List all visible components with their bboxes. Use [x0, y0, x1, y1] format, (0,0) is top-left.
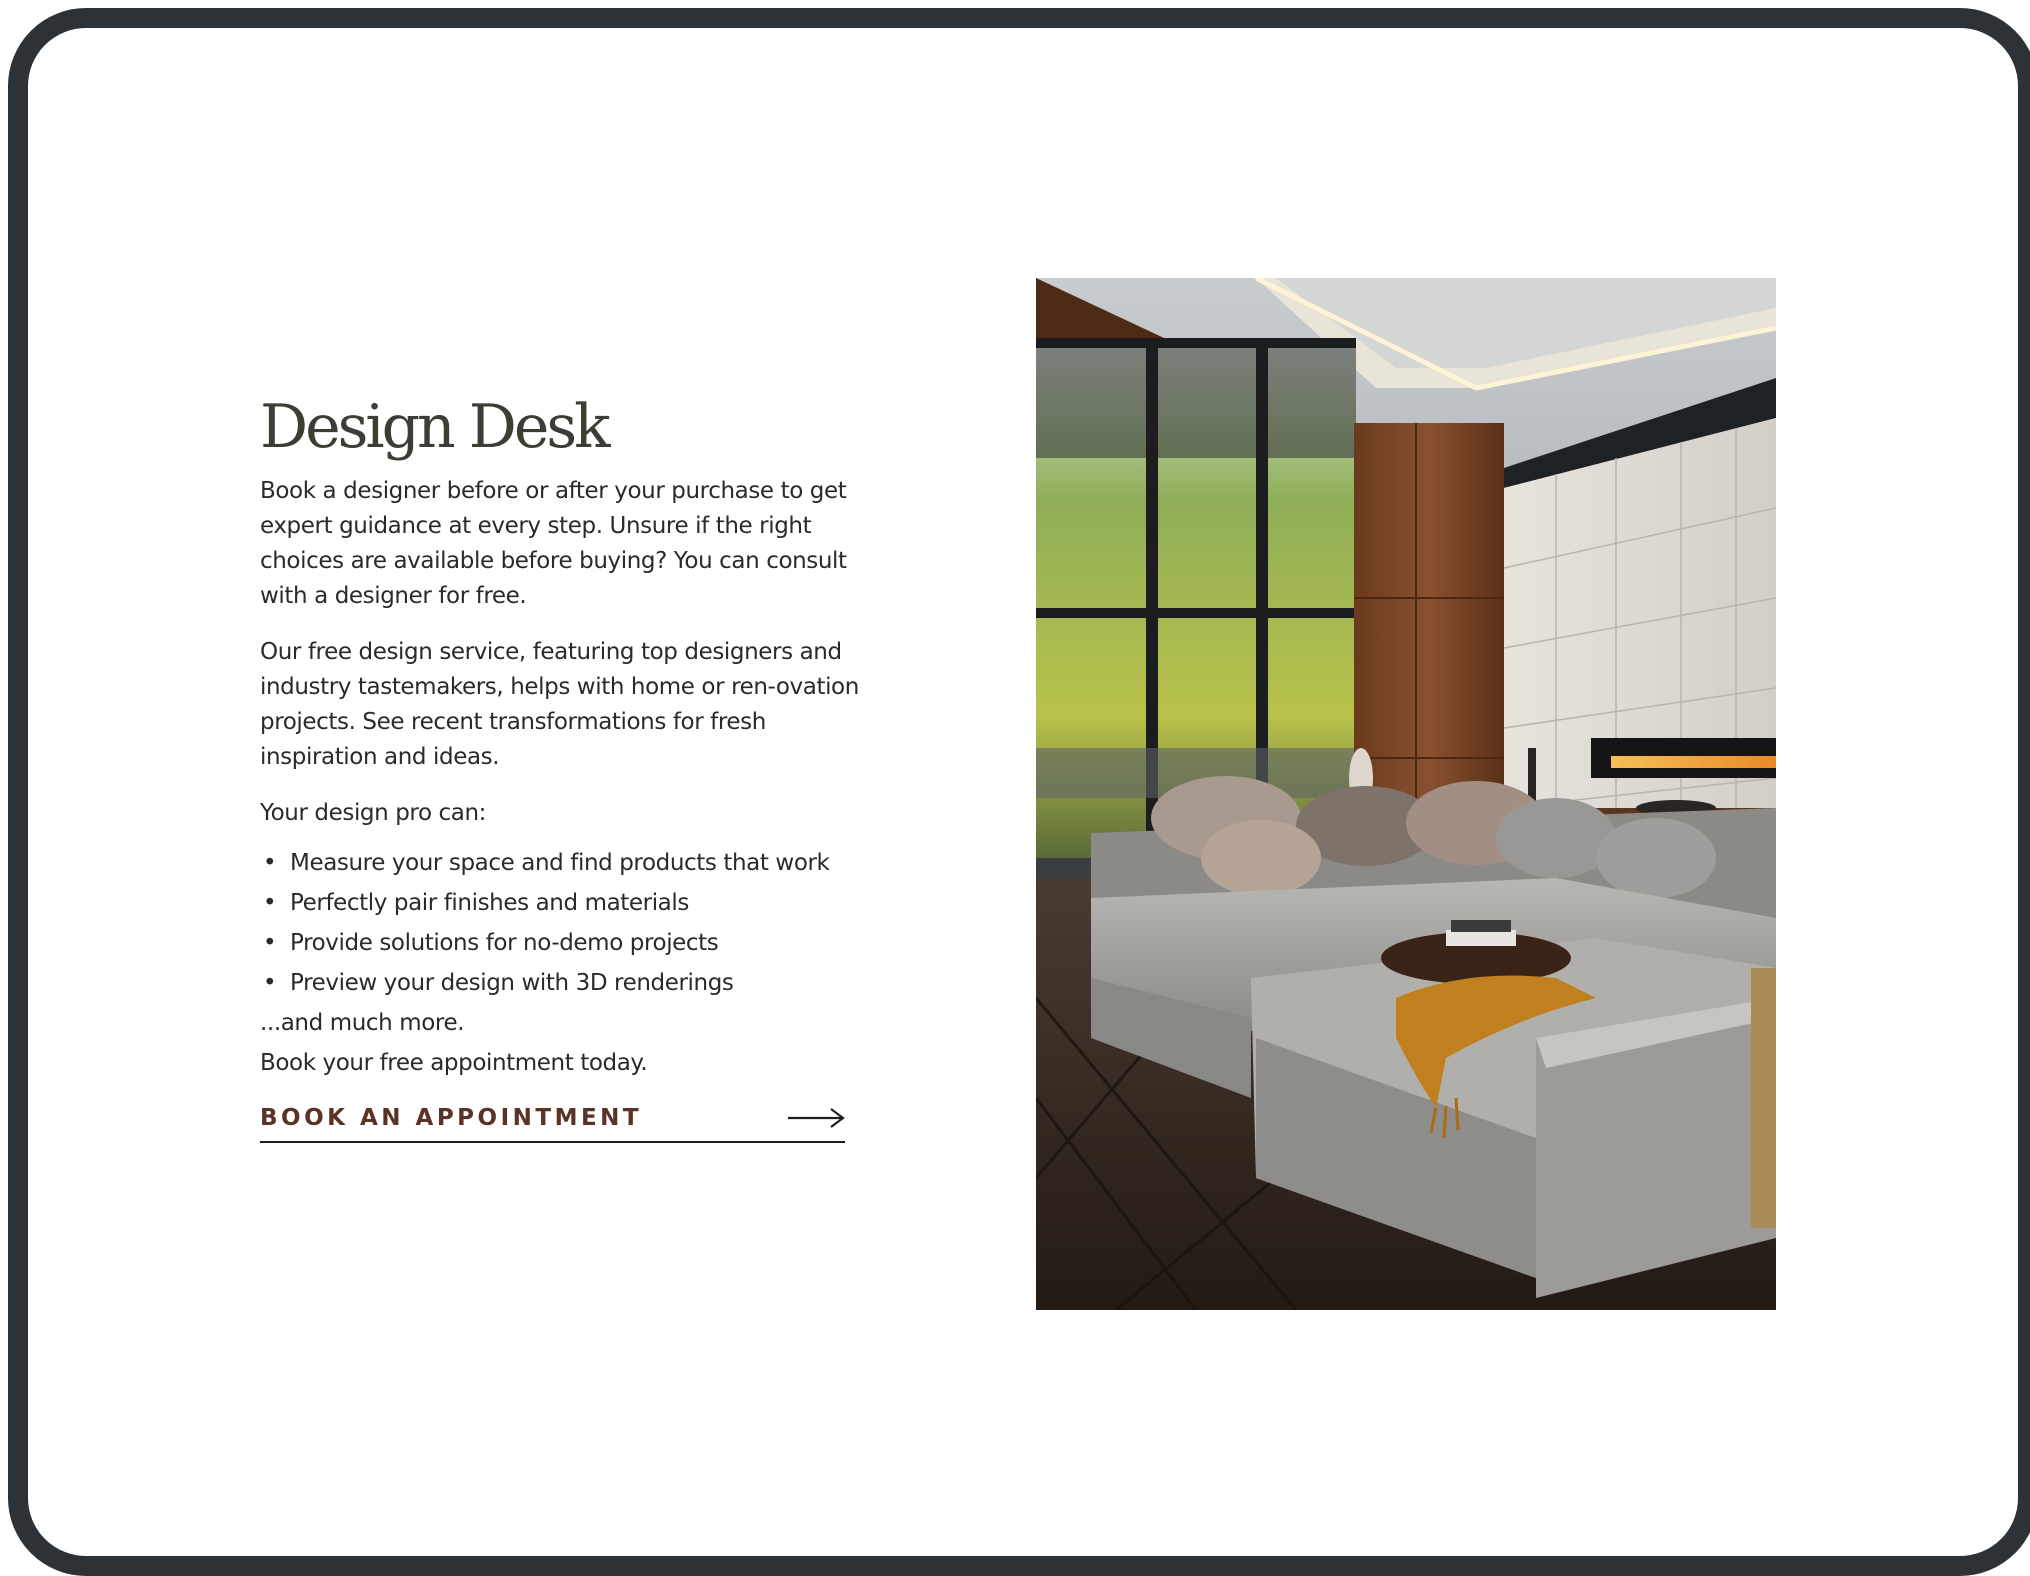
intro-paragraph-1: Book a designer before or after your purchase to get expert guidance at every step. Unsure if the right choices are available before buying? You can consult with a designer for free.: [260, 478, 847, 609]
section-title: Design Desk: [260, 392, 608, 462]
list-item: • Perfectly pair finishes and materials: [260, 883, 880, 923]
design-desk-section: [260, 394, 880, 1143]
intro-paragraph-2: Our free design service, featuring top designers and industry tastemakers, helps with home or ren-ovation projects. See recent transformations for fresh inspiration and ideas.: [260, 639, 859, 770]
service-list: [260, 843, 880, 1003]
list-item: • Provide solutions for no-demo projects: [260, 923, 880, 963]
book-appointment-link[interactable]: [260, 1105, 845, 1143]
and-more-text: ...and much more.: [260, 1010, 465, 1036]
design-pro-intro: Your design pro can:: [260, 800, 487, 826]
list-item: • Measure your space and find products that work: [260, 843, 880, 883]
arrow-right-icon: [787, 1106, 845, 1130]
book-appointment-label: BOOK AN APPOINTMENT: [260, 1105, 643, 1131]
device-frame: [8, 8, 2030, 1576]
closing-text: Book your free appointment today.: [260, 1050, 648, 1076]
living-room-image: [1036, 278, 1776, 1310]
list-item: • Preview your design with 3D renderings: [260, 963, 880, 1003]
